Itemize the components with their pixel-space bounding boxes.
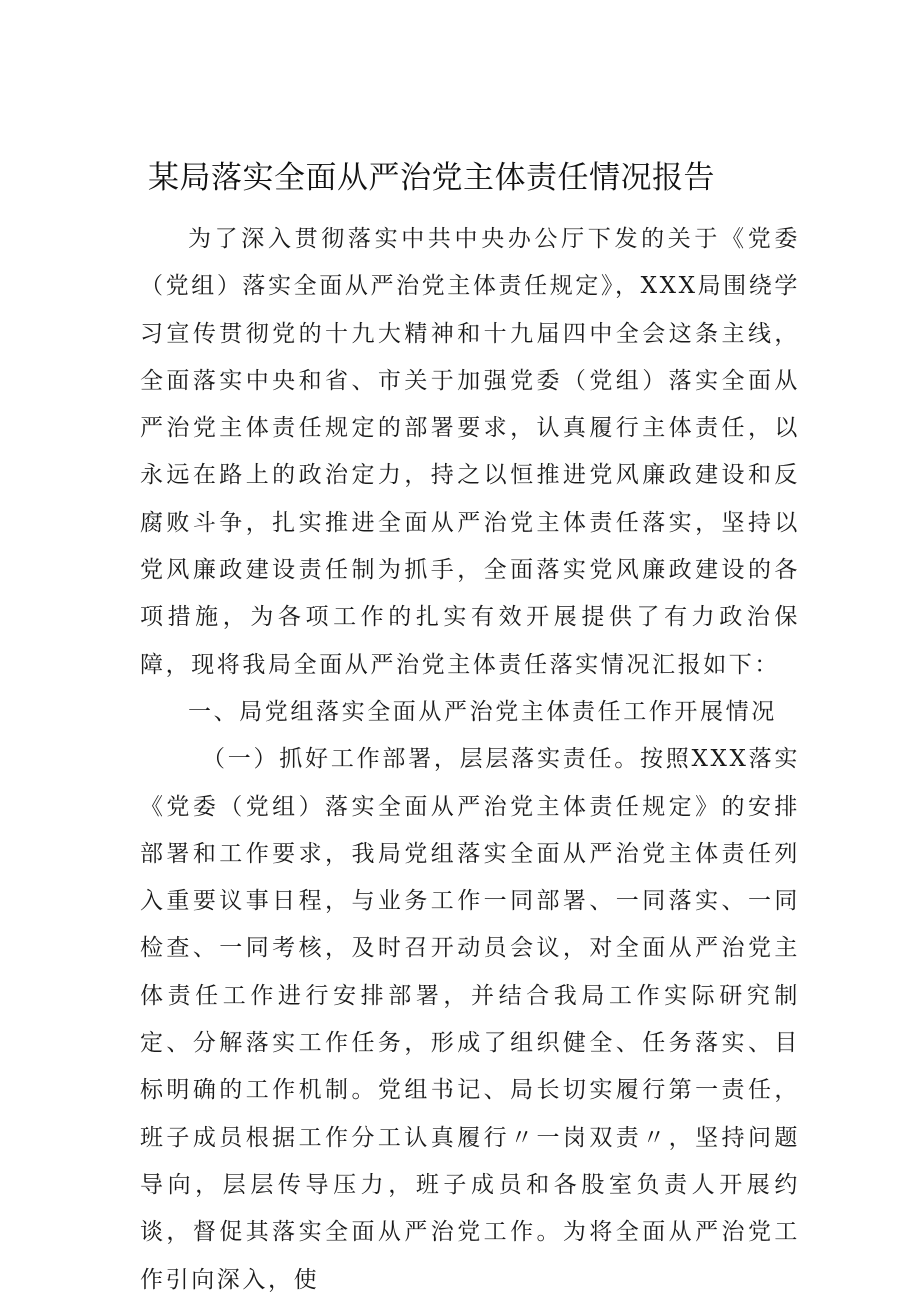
section-1-heading: 一、局党组落实全面从严治党主体责任工作开展情况 <box>188 698 777 725</box>
document-body <box>140 216 800 1304</box>
document-title: 某局落实全面从严治党主体责任情况报告 <box>148 160 715 196</box>
intro-paragraph: 为了深入贯彻落实中共中央办公厅下发的关于《党委（党组）落实全面从严治党主体责任规定》，XXX局围绕学习宣传贯彻党的十九大精神和十九届四中全会这条主线，全面落实中央和省、市关于加强党委（党组）落实全面从严治党主体责任规定的部署要求，认真履行主体责任，以永远在路上的政治定力，持之以恒推进党风廉政建设和反腐败斗争，扎实推进全面从严治党主体责任落实，坚持以党风廉政建设责任制为抓手，全面落实党风廉政建设的各项措施，为各项工作的扎实有效开展提供了有力政治保障，现将我局全面从严治党主体责任落实情况汇报如下： <box>140 226 800 678</box>
subsection-1-paragraph: （一）抓好工作部署，层层落实责任。按照XXX落实《党委（党组）落实全面从严治党主体责任规定》的安排部署和工作要求，我局党组落实全面从严治党主体责任列入重要议事日程，与业务工作一同部署、一同落实、一同检查、一同考核，及时召开动员会议，对全面从严治党主体责任工作进行安排部署，并结合我局工作实际研究制定、分解落实工作任务，形成了组织健全、任务落实、目标明确的工作机制。党组书记、局长切实履行第一责任，班子成员根据工作分工认真履行〃一岗双责〃，坚持问题导向，层层传导压力，班子成员和各股室负责人开展约谈，督促其落实全面从严治党工作。为将全面从严治党工作引向深入，使 <box>140 746 800 1293</box>
